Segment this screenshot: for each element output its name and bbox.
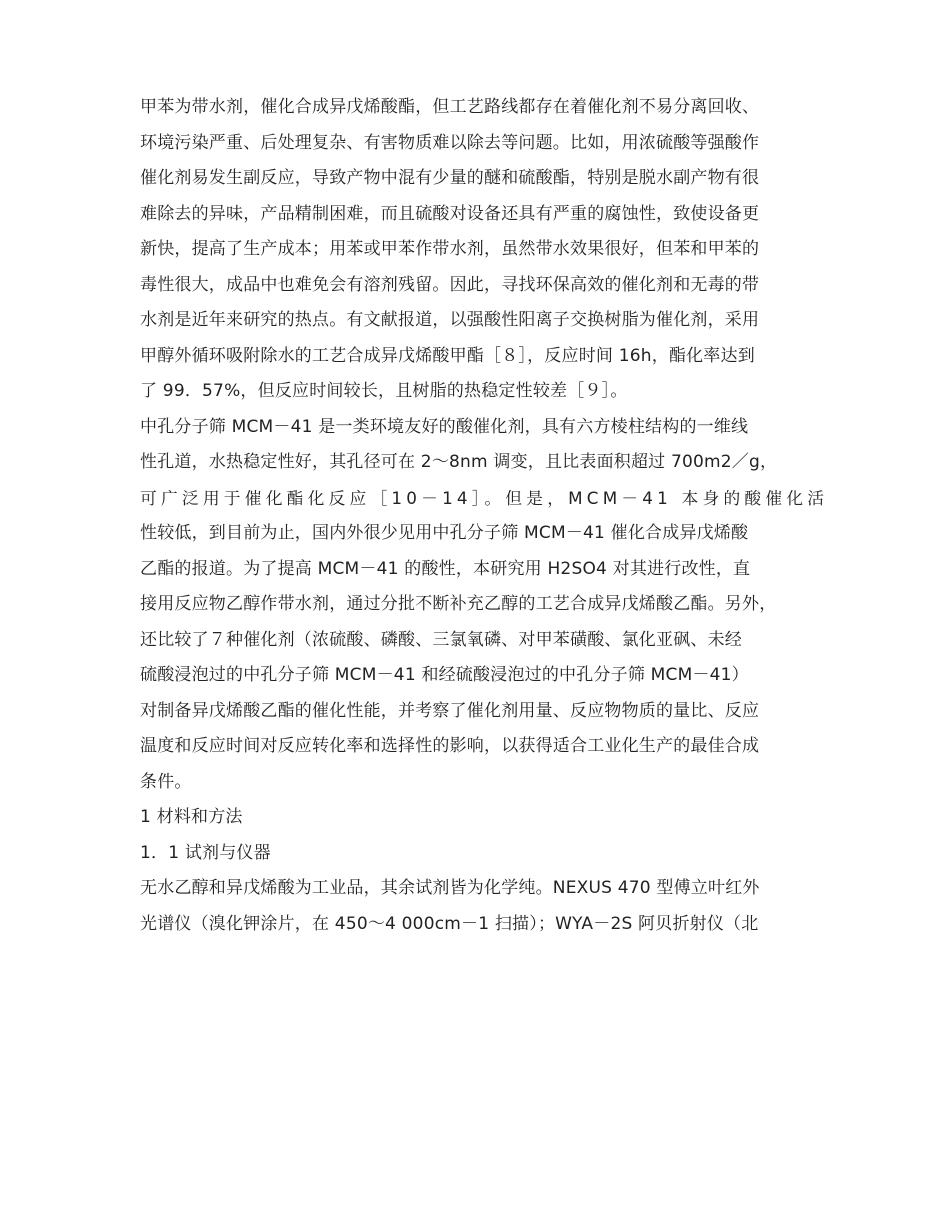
body-line-13: 性较低，到目前为止，国内外很少见用中孔分子筛 MCM－41 催化合成异戊烯酸 [140,523,749,543]
subsection-heading: 1．1 试剂与仪器 [140,842,271,863]
body-line-11: 性孔道，水热稳定性好，其孔径可在 2～8nm 调变，且比表面积超过 700m2／g， [140,452,778,472]
body-line-15: 接用反应物乙醇作带水剂，通过分批不断补充乙醇的工艺合成异戊烯酸乙酯。另外， [140,594,777,614]
body-line-16: 还比较了７种催化剂（浓硫酸、磷酸、三氯氧磷、对甲苯磺酸、氯化亚砜、未经 [140,629,742,650]
body-line-3: 催化剂易发生副反应，导致产物中混有少量的醚和硫酸酯，特别是脱水副产物有很 [140,168,760,188]
body-line-8: 甲醇外循环吸附除水的工艺合成异戊烯酸甲酯［８］，反应时间 16h，酯化率达到 [140,345,755,366]
section-heading: 1 材料和方法 [140,807,243,827]
body-line-5: 新快，提高了生产成本；用苯或甲苯作带水剂，虽然带水效果很好，但苯和甲苯的 [140,239,760,259]
body-line-10: 中孔分子筛 MCM－41 是一类环境友好的酸催化剂，具有六方棱柱结构的一维线 [140,416,749,437]
body-line-1: 甲苯为带水剂，催化合成异戊烯酸酯，但工艺路线都存在着催化剂不易分离回收、 [140,97,760,117]
body-line-17: 硫酸浸泡过的中孔分子筛 MCM－41 和经硫酸浸泡过的中孔分子筛 MCM－41） [140,665,749,685]
body-line-18: 对制备异戊烯酸乙酯的催化性能，并考察了催化剂用量、反应物物质的量比、反应 [140,700,760,721]
document-body [140,90,830,942]
body-line-7: 水剂是近年来研究的热点。有文献报道，以强酸性阳离子交换树脂为催化剂，采用 [140,310,760,330]
body-line-12: 可广泛用于催化酯化反应［10－14］。但是，MCM－41 本身的酸催化活 [140,487,829,508]
body-line-24: 光谱仪（溴化钾涂片，在 450～4 000cm－1 扫描）；WYA－2S 阿贝折射仪（北 [140,913,759,934]
body-line-2: 环境污染严重、后处理复杂、有害物质难以除去等问题。比如，用浓硫酸等强酸作 [140,132,760,153]
body-line-14: 乙酯的报道。为了提高 MCM－41 的酸性，本研究用 H2SO4 对其进行改性，直 [140,558,751,579]
body-line-4: 难除去的异味，产品精制困难，而且硫酸对设备还具有严重的腐蚀性，致使设备更 [140,203,760,224]
body-line-6: 毒性很大，成品中也难免会有溶剂残留。因此，寻找环保高效的催化剂和无毒的带 [140,274,760,295]
body-line-20: 条件。 [140,771,192,792]
body-line-19: 温度和反应时间对反应转化率和选择性的影响，以获得适合工业化生产的最佳合成 [140,736,760,756]
body-line-23: 无水乙醇和异戊烯酸为工业品，其余试剂皆为化学纯。NEXUS 470 型傅立叶红外 [140,878,760,898]
body-line-9: 了 99．57%，但反应时间较长，且树脂的热稳定性较差［９］。 [140,381,628,401]
